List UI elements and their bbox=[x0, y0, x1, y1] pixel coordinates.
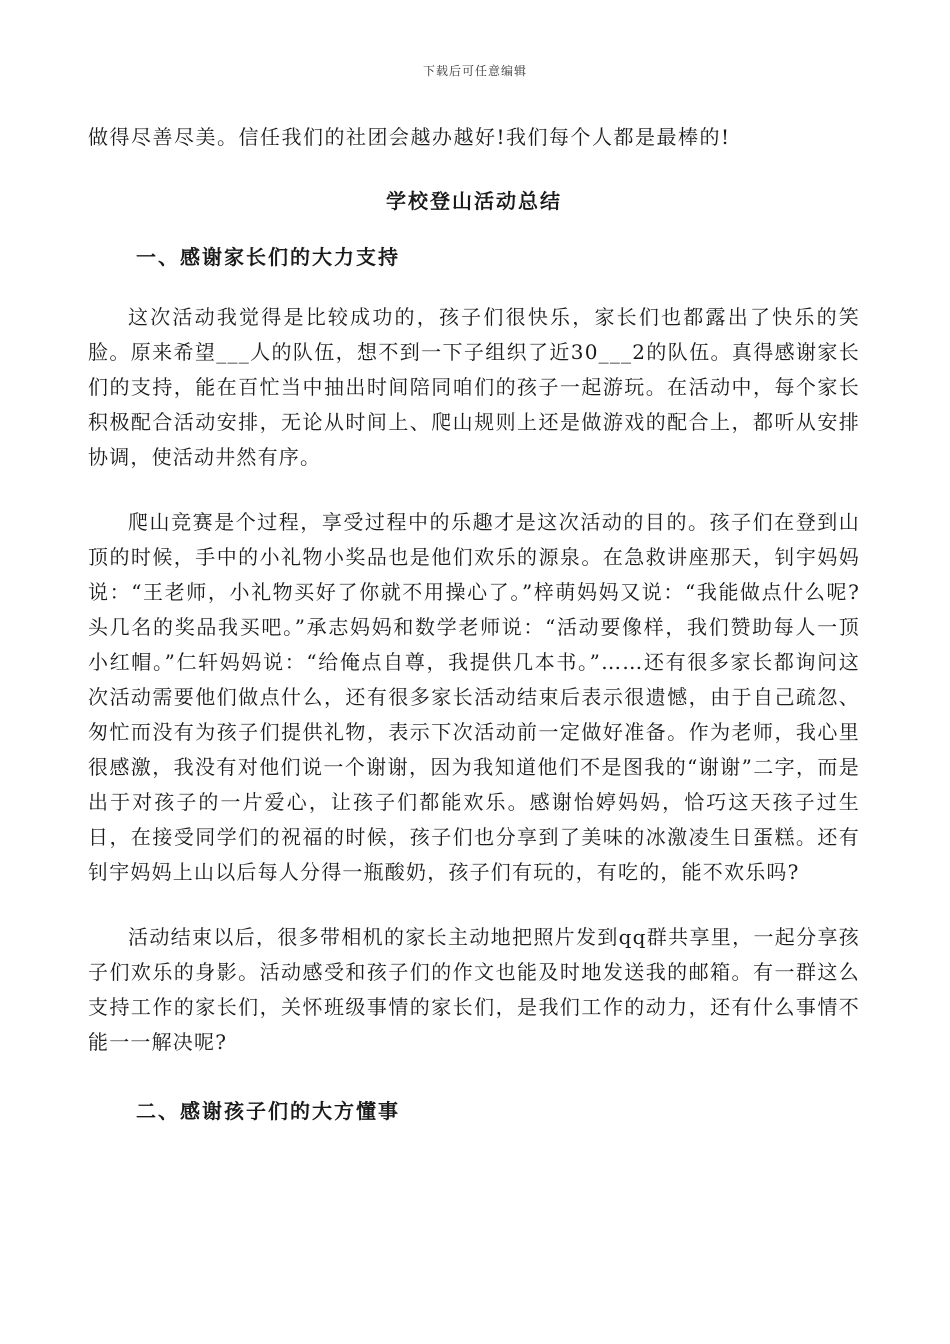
document-body bbox=[88, 120, 860, 1128]
document-title: 学校登山活动总结 bbox=[386, 189, 562, 213]
paragraph-3: 活动结束以后，很多带相机的家长主动地把照片发到qq群共享里，一起分享孩子们欢乐的身影。活动感受和孩子们的作文也能及时地发送我的邮箱。有一群这么支持工作的家长们，关怀班级事情的家长们，是我们工作的动力，还有什么事情不能一一解决呢? bbox=[88, 925, 860, 1054]
paragraph-2: 爬山竞赛是个过程，享受过程中的乐趣才是这次活动的目的。孩子们在登到山顶的时候，手中的小礼物小奖品也是他们欢乐的源泉。在急救讲座那天，钊宇妈妈说：“王老师，小礼物买好了你就不用操心了。”梓萌妈妈又说：“我能做点什么呢?头几名的奖品我买吧。”承志妈妈和数学老师说：“活动要像样，我们赞助每人一顶小红帽。”仁轩妈妈说：“给俺点自尊，我提供几本书。”……还有很多家长都询问这次活动需要他们做点什么，还有很多家长活动结束后表示很遗憾，由于自己疏忽、匆忙而没有为孩子们提供礼物，表示下次活动前一定做好准备。作为老师，我心里很感激，我没有对他们说一个谢谢，因为我知道他们不是图我的“谢谢”二字，而是出于对孩子的一片爱心，让孩子们都能欢乐。感谢怡婷妈妈，恰巧这天孩子过生日，在接受同学们的祝福的时候，孩子们也分享到了美味的冰激凌生日蛋糕。还有钊宇妈妈上山以后每人分得一瓶酸奶，孩子们有玩的，有吃的，能不欢乐吗? bbox=[88, 510, 860, 884]
section-heading-2: 二、感谢孩子们的大方懂事 bbox=[136, 1099, 400, 1123]
page-header-note: 下载后可任意编辑 bbox=[422, 64, 527, 78]
section-heading-1: 一、感谢家长们的大力支持 bbox=[136, 245, 400, 269]
continuation-line: 做得尽善尽美。信任我们的社团会越办越好!我们每个人都是最棒的! bbox=[88, 125, 731, 149]
paragraph-1: 这次活动我觉得是比较成功的，孩子们很快乐，家长们也都露出了快乐的笑脸。原来希望___人的队伍，想不到一下子组织了近30___2的队伍。真得感谢家长们的支持，能在百忙当中抽出时间陪同咱们的孩子一起游玩。在活动中，每个家长积极配合活动安排，无论从时间上、爬山规则上还是做游戏的配合上，都听从安排协调，使活动井然有序。 bbox=[88, 305, 860, 469]
